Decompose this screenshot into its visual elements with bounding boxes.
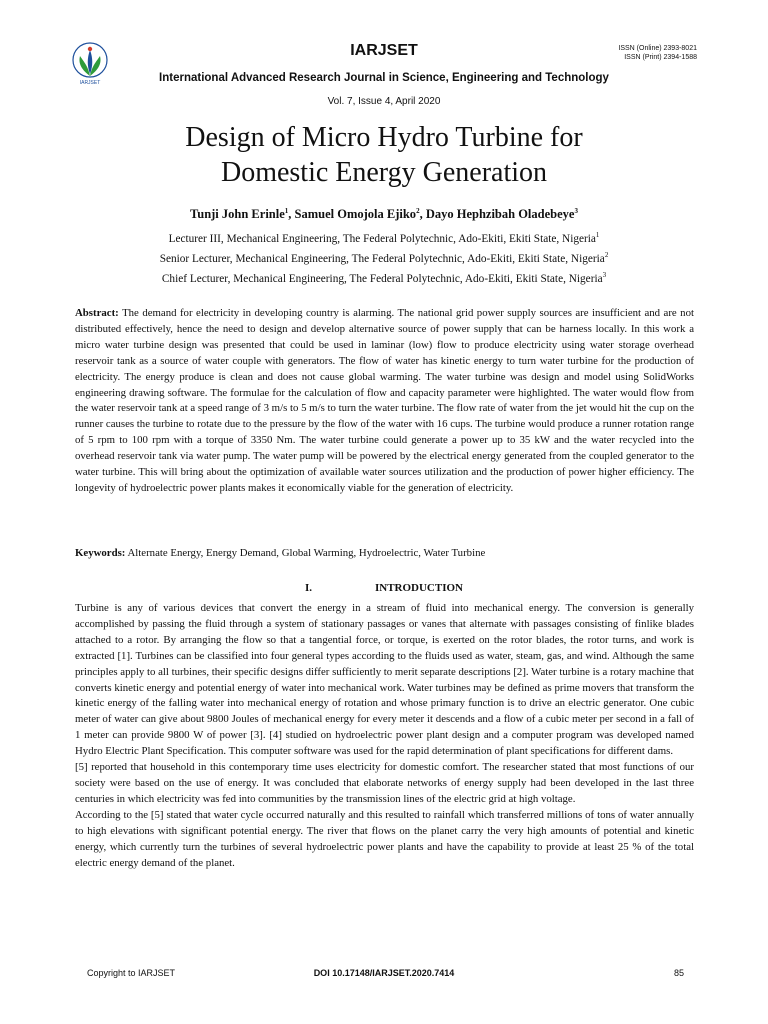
affiliation-2 xyxy=(0,253,768,265)
introduction-body xyxy=(75,601,694,871)
author-mark: 1 xyxy=(284,206,289,215)
issn-print: ISSN (Print) 2394-1588 xyxy=(624,54,697,61)
abstract-text: The demand for electricity in developing country is alarming. The national grid power supply sources are insufficient and are not distributed effectively, hence the need to design and develop alternative source of power supply that can be harness locally. In this work a micro water turbine design was presented that could be used in laminar (low) flow to produce electricity using water storage overhead reservoir tank as a source of water couple with generators. The flow of water has kinetic energy to turn water turbine for the production of electricity. The energy produce is clean and does not cause global warming. The water turbine was design and model using SolidWorks engineering drawing software. The formulae for the calculation of flow and capacity parameter were highlighted. The water would flow from the water reservoir tank at a speed range of 3 m/s to 5 m/s to turn the water turbine. The flow rate of water from the jet would hit the cup on the runner causes the turbine to rotate due to the pressure by the flow of the water with 16 cups. The turbine would produce a runner rotation range of 5 rpm to 100 rpm with a torque of 3350 Nm. The water turbine could generate a power up to 35 kW and the water recycled into the overhead reservoir tank via water pump. The water pump will be powered by the electrical energy generated from the coupled generator to the water turbine. This will bring about the optimization of available water sources utilization and the production of power higher efficiency. The longevity of hydroelectric power plants makes it economically viable for the generation of electricity. xyxy=(75,307,694,494)
keywords-text: Alternate Energy, Energy Demand, Global Warming, Hydroelectric, Water Turbine xyxy=(127,547,486,559)
title-line-1: Design of Micro Hydro Turbine for xyxy=(185,122,583,153)
section-heading xyxy=(0,582,768,594)
abstract xyxy=(75,306,694,497)
paper-title xyxy=(0,120,768,190)
section-number: I. xyxy=(304,582,313,594)
paragraph: [5] reported that household in this contemporary time uses electricity for domestic comfort. The researcher stated that most functions of our society were based on the use of energy. It was concluded that elaborate networks of energy supply had been developed in the last three centuries in which electricity was fed into communities by the transmission lines of the electric grid at high voltage. xyxy=(75,761,694,805)
keywords xyxy=(75,546,694,562)
footer-copyright: Copyright to IARJSET xyxy=(87,968,176,978)
author-list xyxy=(0,207,768,222)
affiliation-mark: 3 xyxy=(602,271,607,280)
volume-issue: Vol. 7, Issue 4, April 2020 xyxy=(327,96,441,107)
author-name: Tunji John Erinle xyxy=(190,207,285,221)
logo-text: IARJSET xyxy=(79,80,101,86)
footer-doi: DOI 10.17148/IARJSET.2020.7414 xyxy=(313,968,455,978)
title-line-2: Domestic Energy Generation xyxy=(220,157,548,188)
author-name: Samuel Omojola Ejiko xyxy=(294,207,417,221)
abstract-label: Abstract: xyxy=(75,307,119,319)
author-name: Dayo Hephzibah Oladebeye xyxy=(425,207,575,221)
issn-block xyxy=(618,44,697,62)
author-mark: 2 xyxy=(416,206,420,215)
issn-online: ISSN (Online) 2393-8021 xyxy=(618,45,697,52)
journal-short-name: IARJSET xyxy=(350,42,418,59)
section-title: INTRODUCTION xyxy=(374,582,463,594)
author-separator: , xyxy=(288,207,295,221)
affiliation-text: Senior Lecturer, Mechanical Engineering, The Federal Polytechnic, Ado-Ekiti, Ekiti State, Nigeria xyxy=(159,253,605,265)
paragraph: According to the [5] stated that water cycle occurred naturally and this resulted to rainfall which transferred millions of tons of water annually to high elevations with significant potential energy. The river that flows on the planet carry the very high amounts of potential and kinetic energy, which currently turn the turbines of several hydroelectric power plants and have the capability to provide at least 25 % of the total electric energy demand of the planet. xyxy=(75,808,694,869)
affiliation-3 xyxy=(0,273,768,285)
author-mark: 3 xyxy=(574,206,578,215)
affiliation-text: Chief Lecturer, Mechanical Engineering, The Federal Polytechnic, Ado-Ekiti, Ekiti State, Nigeria xyxy=(161,273,603,285)
affiliation-mark: 1 xyxy=(595,231,600,240)
affiliation-mark: 2 xyxy=(604,251,609,260)
affiliation-text: Lecturer III, Mechanical Engineering, The Federal Polytechnic, Ado-Ekiti, Ekiti State, Nigeria xyxy=(168,233,596,245)
paragraph: Turbine is any of various devices that convert the energy in a stream of fluid into mechanical energy. The conversion is generally accomplished by passing the fluid through a system of stationary passages or vanes that alternate with passages consisting of finlike blades attached to a rotor. By arranging the flow so that a tangential force, or torque, is exerted on the rotor blades, the rotor turns, and work is extracted [1]. Turbines can be classified into four general types according to the fluids used as water, steam, gas, and wind. Although the same principles apply to all turbines, their specific designs differ sufficiently to merit separate descriptions [2]. Water turbine is a rotary machine that converts kinetic energy and potential energy of water into mechanical work. Water turbines may be defined as prime movers that transform the kinetic energy of the falling water into mechanical energy of rotation and whose primary function is to drive an electric generator. One cubic meter of water can give about 9800 Joules of mechanical energy for every meter it descends and a flow of a cubic meter per second in a fall of 1 meter can provide 9800 W of power [3]. [4] studied on hydroelectric power plant design and a computer program was developed named Hydro Electric Plant Specification. This computer software was used for the rapid determination of plant specifications for different dams. xyxy=(75,602,694,758)
author-separator: , xyxy=(419,207,426,221)
journal-full-name: International Advanced Research Journal in Science, Engineering and Technology xyxy=(159,72,609,84)
keywords-label: Keywords: xyxy=(75,547,126,559)
footer-page-number: 85 xyxy=(673,968,684,978)
affiliation-1 xyxy=(0,233,768,245)
